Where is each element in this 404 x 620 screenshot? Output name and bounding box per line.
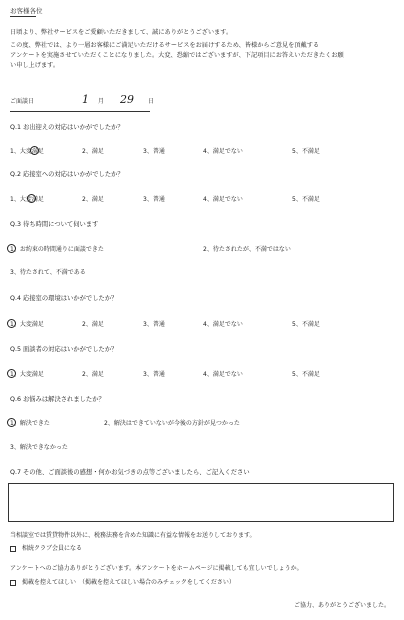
question-4: Q.4 応接室の環境はいかがでしたか？ xyxy=(10,295,118,302)
visit-month-unit: 月 xyxy=(98,98,105,105)
question-3: Q.3 待ち時間について伺います xyxy=(10,221,99,228)
publish-info-text: アンケートへのご協力ありがとうございます。本アンケートをホームページに掲載しても宜しいでしょうか。 xyxy=(10,565,303,572)
q2-selected-mark xyxy=(27,194,36,203)
visit-date-label: ご面談日 xyxy=(10,98,35,105)
visit-day-unit: 日 xyxy=(148,98,155,105)
q3-option-2[interactable]: 2、待たされたが、不満ではない xyxy=(203,246,291,253)
visit-date-field[interactable] xyxy=(10,93,155,112)
q1-option-3[interactable]: 3、普通 xyxy=(143,148,165,155)
question-1: Q.1 お出迎えの対応はいかがでしたか？ xyxy=(10,124,124,131)
q1-option-4[interactable]: 4、満足でない xyxy=(203,148,243,155)
intro-line-4: い申し上げます。 xyxy=(10,62,60,69)
publish-checkbox-label: 掲載を控えてほしい （掲載を控えてほしい場合のみチェックをしてください） xyxy=(22,579,235,586)
intro-line-2: この度、弊社では、より一層お客様にご満足いただけるサービスをお届けするため、皆様からご意見を頂戴する xyxy=(10,42,320,49)
q4-option-1[interactable]: 1、大変満足 xyxy=(10,321,44,328)
club-info-text: 当相談室では賃貸物件以外に、税務法務を含めた知識に有益な情報をお送りしております。 xyxy=(10,532,256,539)
q5-option-4[interactable]: 4、満足でない xyxy=(203,371,243,378)
publish-checkbox[interactable] xyxy=(10,580,16,586)
q4-selected-mark xyxy=(7,319,16,328)
q2-option-2[interactable]: 2、満足 xyxy=(82,196,104,203)
q5-selected-mark xyxy=(7,369,16,378)
q2-option-4[interactable]: 4、満足でない xyxy=(203,196,243,203)
q2-option-1[interactable]: 1、大変満足 xyxy=(10,196,44,203)
q5-option-1[interactable]: 1、大変満足 xyxy=(10,371,44,378)
intro-line-1: 日頃より、弊社サービスをご愛顧いただきまして、誠にありがとうございます。 xyxy=(10,29,233,36)
question-2: Q.2 応接室への対応はいかがでしたか？ xyxy=(10,171,124,178)
q4-option-3[interactable]: 3、普通 xyxy=(143,321,165,328)
q6-option-3[interactable]: 3、解決できなかった xyxy=(10,444,68,451)
q5-option-2[interactable]: 2、満足 xyxy=(82,371,104,378)
visit-day-value: 29 xyxy=(120,93,134,106)
thanks-text: ご協力、ありがとうございました。 xyxy=(293,602,390,609)
question-7: Q.7 その他、ご面談後の感想・何かお気づきの点等ございましたら、ご記入ください xyxy=(10,469,250,476)
q6-option-2[interactable]: 2、解決はできていないが今後の方針が見つかった xyxy=(104,420,240,427)
q1-option-5[interactable]: 5、不満足 xyxy=(292,148,320,155)
q1-selected-mark xyxy=(30,146,39,155)
q4-option-5[interactable]: 5、不満足 xyxy=(292,321,320,328)
q1-option-2[interactable]: 2、満足 xyxy=(82,148,104,155)
comment-textarea[interactable] xyxy=(8,483,394,522)
q4-option-4[interactable]: 4、満足でない xyxy=(203,321,243,328)
q1-option-1[interactable]: 1、大変満足 xyxy=(10,148,44,155)
q3-selected-mark xyxy=(7,244,16,253)
q4-option-2[interactable]: 2、満足 xyxy=(82,321,104,328)
q6-selected-mark xyxy=(7,418,16,427)
q3-option-1[interactable]: 1、お約束の時間通りに面談できた xyxy=(10,246,104,253)
title-underline xyxy=(10,16,36,17)
question-5: Q.5 面談者の対応はいかがでしたか？ xyxy=(10,346,118,353)
page-title: お客様各位 xyxy=(10,7,43,15)
club-checkbox[interactable] xyxy=(10,546,16,552)
q2-option-3[interactable]: 3、普通 xyxy=(143,196,165,203)
visit-month-value: 1 xyxy=(82,93,89,106)
q2-option-5[interactable]: 5、不満足 xyxy=(292,196,320,203)
intro-line-3: アンケートを実施させていただくことになりました。大変、恐縮ではございますが、下記項目にお答えいただきたくお願 xyxy=(10,52,344,59)
q3-option-3[interactable]: 3、待たされて、不満である xyxy=(10,269,86,276)
q5-option-5[interactable]: 5、不満足 xyxy=(292,371,320,378)
q6-option-1[interactable]: 1、解決できた xyxy=(10,420,50,427)
q5-option-3[interactable]: 3、普通 xyxy=(143,371,165,378)
club-checkbox-label: 相続クラブ会員になる xyxy=(22,545,83,552)
question-6: Q.6 お悩みは解決されましたか？ xyxy=(10,396,105,403)
